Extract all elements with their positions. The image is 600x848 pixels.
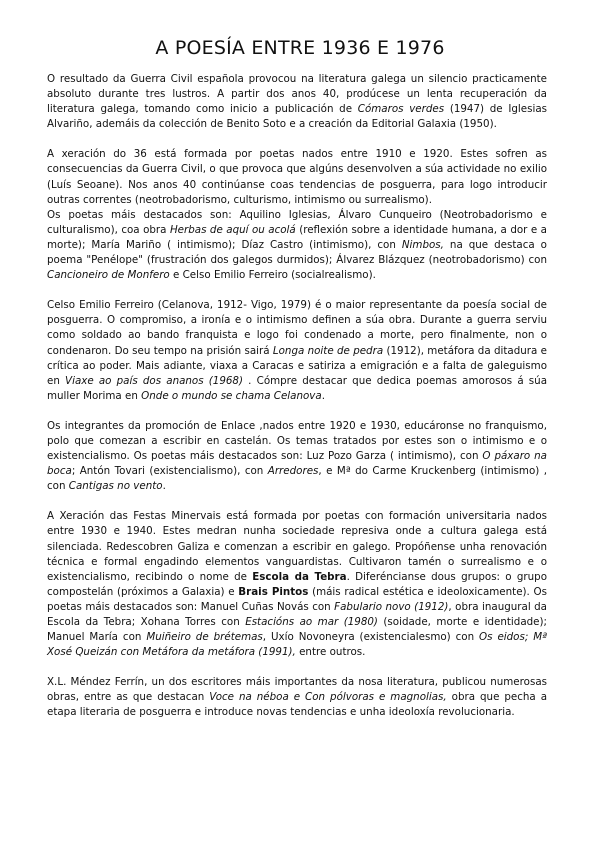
- work-title: Onde o mundo se chama Celanova: [141, 389, 322, 402]
- text-span: Os integrantes da promoción de Enlace ,nados entre 1920 e 1930, educáronse no franquismo, polo que comezan a escribir en castelán. Os temas tratados por estes son o intimismo e o existencialismo. Os poetas máis destacados son: Luz Pozo Garza ( intimismo), con: [47, 419, 547, 463]
- group-name: Escola da Tebra: [252, 570, 347, 583]
- text-span: , e Mª do Carme Kruckenberg (intimismo) , con: [47, 465, 547, 493]
- text-span: A Xeración das Festas Minervais está formada por poetas con formación universitaria nados entre 1930 e 1940. Estes medran nunha sociedade represiva onde a cultura galega está silenciada. Redescobren Galiza e comenzan a escribir en galego. Propóñense unha renovación técnica e formal engadindo elementos vanguardistas. Cultivaron tamén o surrealismo e o existencialismo, recibindo o nome de: [47, 510, 547, 583]
- group-name: Brais Pintos: [238, 585, 309, 598]
- text-span: (1912), metáfora da ditadura e crítica ao poder. Mais adiante, viaxa a Caracas e satiriza a emigración e a falta de galeguismo en: [47, 344, 547, 387]
- text-span: na que destaca o poema "Penélope" (frustración dos galegos durmidos); Álvarez Blázquez (neotrobadorismo) con: [47, 238, 547, 267]
- work-title: Arredores: [267, 465, 319, 478]
- work-title: Cómaros verdes: [357, 103, 445, 116]
- text-span: , obra inaugural da Escola da Tebra; Xohana Torres con: [47, 600, 547, 628]
- work-title: Viaxe ao país dos ananos (1968): [65, 374, 244, 387]
- text-span: . Cómpre destacar que dedica poemas amorosos á súa muller Morima en: [47, 374, 548, 402]
- text-span: . Diferéncianse dous grupos: o grupo compostelán (próximos a Galaxia) e: [47, 570, 548, 598]
- page-title: A POESÍA ENTRE 1936 E 1976: [155, 37, 445, 59]
- text-span: (máis radical estética e ideoloxicamente). Os poetas máis destacados son: Manuel Cuñas Novás con: [47, 585, 547, 613]
- work-title: Os eidos; Mª Xosé Queizán con Metáfora da metáfora (1991),: [47, 631, 547, 659]
- text-span: , Uxío Novoneyra (existencialesmo) con: [262, 631, 480, 644]
- text-span: (reflexión sobre a identidade humana, a dor e a morte); María Mariño ( intimismo); Díaz Castro (intimismo), con: [47, 223, 547, 251]
- text-span: (soidade, morte e identidade); Manuel María con: [47, 616, 547, 644]
- paragraph-promocion-enlace: [47, 419, 547, 494]
- document-body: [47, 72, 547, 721]
- work-title: Fabulario novo (1912): [334, 600, 449, 613]
- work-title: Longa noite de pedra: [272, 344, 384, 357]
- text-span: e Celso Emilio Ferreiro (socialrealismo).: [169, 269, 376, 282]
- work-title: Herbas de aquí ou acolá: [169, 223, 296, 236]
- text-span: entre outros.: [295, 646, 366, 659]
- text-span: ; Antón Tovari (existencialismo), con: [71, 465, 268, 478]
- paragraph-festas-minervais: [47, 509, 547, 660]
- paragraph-xeracion-36: [47, 147, 547, 207]
- text-span: (1947) de Iglesias Alvariño, ademáis da colección de Benito Soto e a creación da Editorial Galaxia (1950).: [47, 103, 548, 131]
- text-span: .: [162, 480, 166, 493]
- paragraph-celso-emilio: [47, 298, 547, 404]
- paragraph-mendez-ferrin: [47, 675, 547, 720]
- text-span: Celso Emilio Ferreiro (Celanova, 1912- Vigo, 1979) é o maior representante da poesía social de posguerra. O compromiso, a ironía e o intimismo definen a súa obra. Durante a guerra serviu como soldado ao bando franquista e logo foi condenado a morte, pero finalmente, non o condenaron. Do seu tempo na prisión sairá: [47, 299, 547, 357]
- work-title: O páxaro na boca: [47, 450, 547, 478]
- text-span: A xeración do 36 está formada por poetas nados entre 1910 e 1920. Estes sofren as consecuencias da Guerra Civil, o que provoca que algúns desenvolven a súa actividade no exilio (Luís Seoane). Nos anos 40 continúanse coas tendencias de posguerra, para logo introducir outras correntes (neotrobadorismo, culturismo, intimismo ou surrealismo).: [47, 148, 547, 206]
- paragraph-poetas-36: [47, 208, 547, 283]
- work-title: Estacións ao mar (1980): [245, 616, 378, 628]
- paragraph-intro: [47, 72, 547, 132]
- text-span: X.L. Méndez Ferrín, un dos escritores máis importantes da nosa literatura, publicou numerosas obras, entre as que destacan: [47, 676, 547, 704]
- work-title: Muiñeiro de brétemas: [146, 631, 263, 644]
- work-title: Voce na néboa e Con pólvoras e magnolias,: [209, 691, 447, 704]
- text-span: O resultado da Guerra Civil española provocou na literatura galega un silencio practicamente absoluto durante tres lustros. A partir dos anos 40, prodúcese un lenta recuperación da literatura galega, tomando como inicio a publicación de: [47, 73, 547, 116]
- text-span: obra que pecha a etapa literaria de posguerra e introduce novas tendencias e unha ideoloxía revolucionaria.: [47, 691, 548, 719]
- work-title: Cancioneiro de Monfero: [47, 269, 170, 282]
- work-title: Nimbos,: [401, 238, 444, 251]
- text-span: .: [321, 389, 325, 402]
- text-span: Os poetas máis destacados son: Aquilino Iglesias, Álvaro Cunqueiro (Neotrobadorismo e culturalismo), coa obra: [47, 208, 547, 236]
- work-title: Cantigas no vento: [68, 480, 163, 493]
